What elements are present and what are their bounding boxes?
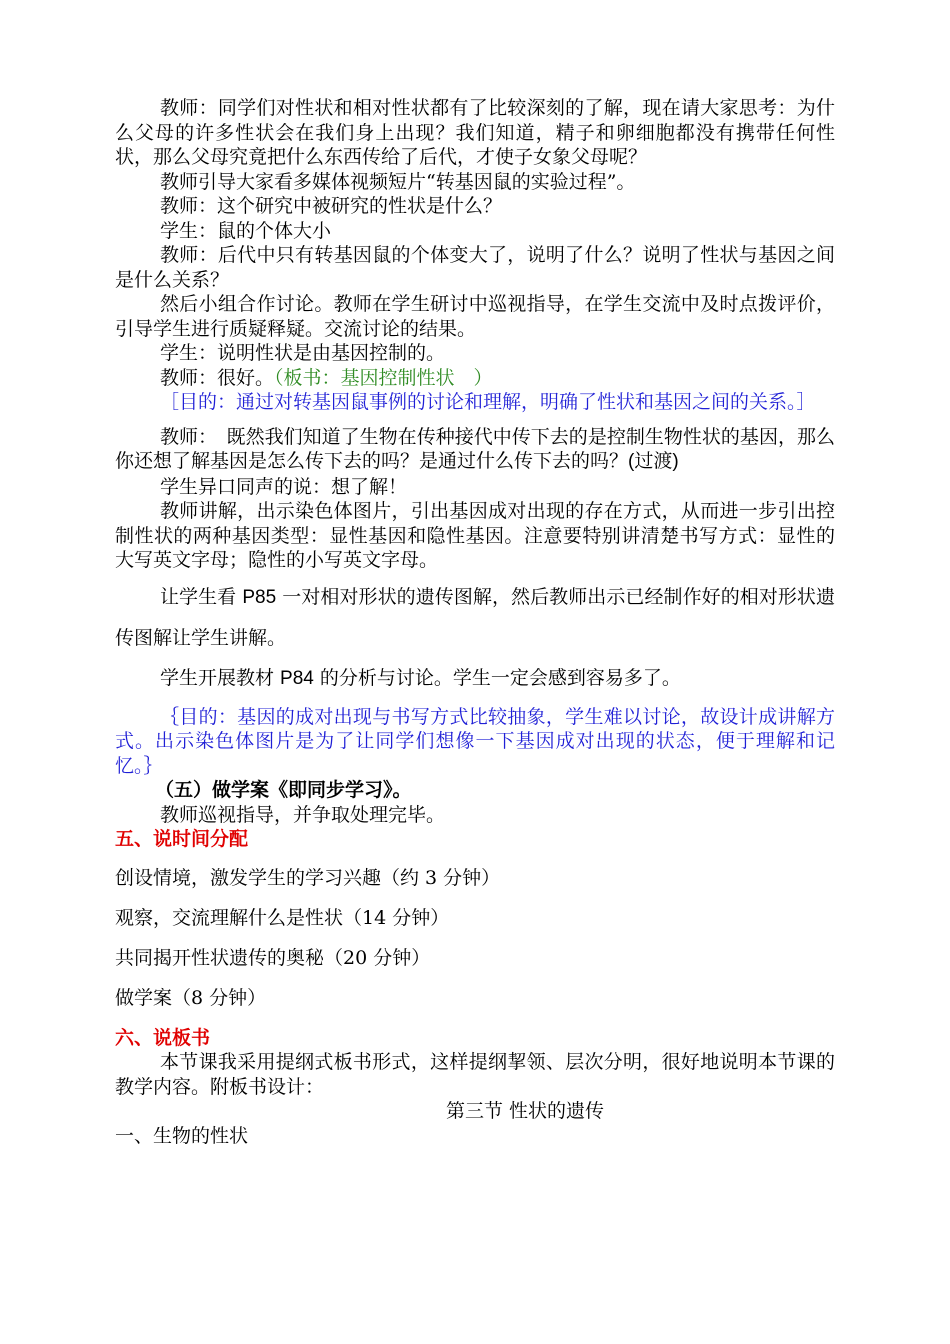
- time-allocation-list: [115, 866, 835, 1010]
- paragraph-teacher-relation: 教师：后代中只有转基因鼠的个体变大了，说明了什么？说明了性状与基因之间是什么关系？: [115, 244, 835, 291]
- paragraph-board-intro: 本节课我采用提纲式板书形式，这样提纲挈领、层次分明，很好地说明本节课的教学内容。附板书设计：: [115, 1051, 835, 1098]
- paragraph-teacher-board: [115, 366, 835, 391]
- subsection-five-heading: （五）做学案《即同步学习》。: [155, 779, 412, 801]
- time-item: 共同揭开性状遗传的奥秘（20 分钟）: [115, 946, 431, 969]
- paragraph-group-discussion: 然后小组合作讨论。教师在学生研讨中巡视指导，在学生交流中及时点拨评价，引导学生进行质疑释疑。交流讨论的结果。: [115, 293, 835, 340]
- board-item-1: 一、生物的性状: [115, 1124, 249, 1147]
- paragraph-teacher-question: 教师：同学们对性状和相对性状都有了比较深刻的了解，现在请大家思考：为什么父母的许多性状会在我们身上出现？我们知道，精子和卵细胞都没有携带任何性状，那么父母究竟把什么东西传给了后代，才使子女象父母呢？: [115, 97, 835, 168]
- p85-text-c: 一对相对形状的遗传图解，然后教师出示已经制作好的相对形状遗传图解让学生讲解。: [115, 585, 835, 649]
- p84-text-a: 学生开展教材: [160, 666, 281, 689]
- p84-text-c: 的分析与讨论。学生一定会感到容易多了。: [313, 666, 681, 689]
- p85-page-ref: P85: [242, 586, 277, 608]
- section-six-heading: 六、说板书: [115, 1026, 211, 1049]
- paragraph-students-reply: 学生异口同声的说：想了解！: [160, 475, 408, 498]
- time-item: 创设情境，激发学生的学习兴趣（约 3 分钟）: [115, 866, 501, 889]
- time-item: 做学案（8 分钟）: [115, 986, 267, 1009]
- purpose-note-2: ｛目的：基因的成对出现与书写方式比较抽象，学生难以讨论，故设计成讲解方式。出示染色体图片是为了让同学们想像一下基因成对出现的状态，便于理解和记忆。｝: [115, 705, 835, 777]
- paragraph-teacher-explain: 教师讲解，出示染色体图片，引出基因成对出现的存在方式，从而进一步引出控制性状的两种基因类型：显性基因和隐性基因。注意要特别讲清楚书写方式：显性的大写英文字母；隐性的小写英文字母。: [115, 500, 835, 571]
- time-item: 观察，交流理解什么是性状（14 分钟）: [115, 906, 450, 929]
- transition-text: 教师： 既然我们知道了生物在传种接代中传下去的是控制生物性状的基因，那么你还想了解基因是怎么传下去的吗？是通过什么传下去的吗？: [115, 425, 835, 472]
- purpose-note-1: ［目的：通过对转基因鼠事例的讨论和理解，明确了性状和基因之间的关系。］: [160, 391, 816, 413]
- document-page: [115, 96, 835, 1148]
- paragraph-p85: [115, 577, 835, 658]
- paragraph-teacher-ask: 教师：这个研究中被研究的性状是什么？: [160, 195, 503, 217]
- transition-tag: (过渡): [628, 451, 679, 472]
- p85-text-a: 让学生看: [160, 585, 243, 608]
- paragraph-p84: [115, 658, 835, 699]
- p84-page-ref: P84: [280, 667, 314, 689]
- paragraph-teacher-transition: [115, 425, 835, 475]
- paragraph-teacher-patrol: 教师巡视指导，并争取处理完毕。: [160, 803, 446, 826]
- section-five-heading: 五、说时间分配: [115, 828, 249, 850]
- paragraph-video-intro: 教师引导大家看多媒体视频短片“转基因鼠的实验过程”。: [160, 170, 636, 193]
- board-title: 第三节 性状的遗传: [445, 1100, 605, 1122]
- paragraph-student-answer: 学生：鼠的个体大小: [160, 219, 332, 242]
- teacher-praise: 教师：很好。: [160, 366, 275, 389]
- board-note: （板书：基因控制性状 ）: [274, 366, 493, 389]
- paragraph-student-conclusion: 学生：说明性状是由基因控制的。: [160, 342, 446, 364]
